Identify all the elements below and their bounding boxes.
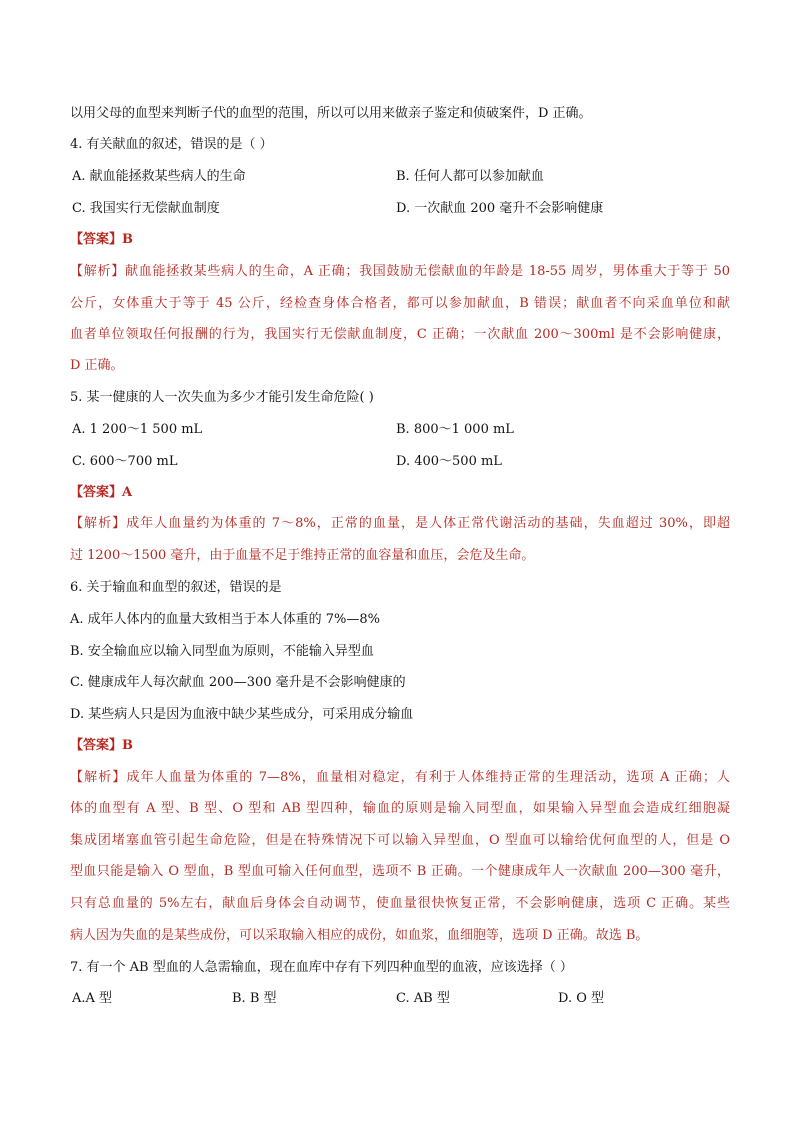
question-7: 7. 有一个 AB 型血的人急需输血，现在血库中存有下列四种血型的血液，应该选择（ ）	[70, 960, 573, 975]
q5-analysis-line: 过 1200～1500 毫升，由于血量不足于维持正常的血容量和血压，会危及生命。	[70, 548, 535, 563]
q5-analysis-line: 【解析】成年人血量约为体重的 7～8%，正常的血量，是人体正常代谢活动的基础，失血超过 30%，即超	[70, 516, 730, 531]
q6-analysis-line: 体的血型有 A 型、B 型、O 型和 AB 型四种，输血的原则是输入同型血，如果输入异型血会造成红细胞凝	[70, 801, 730, 816]
q6-analysis-line: 病人因为失血的是某些成份，可以采取输入相应的成份，如血浆，血细胞等，选项 D 正确。故选 B。	[70, 928, 649, 943]
q4-option-a: A. 献血能拯救某些病人的生命	[72, 169, 246, 184]
q5-option-c: C. 600～700 mL	[72, 454, 178, 469]
q6-analysis-line: 集成团堵塞血管引起生命危险，但是在特殊情况下可以输入异型血，O 型血可以输给优何血型的人，但是 O	[70, 833, 730, 848]
q6-analysis-line: 【解析】成年人血量为体重的 7—8%，血量相对稳定，有利于人体维持正常的生理活动，选项 A 正确；人	[70, 770, 730, 785]
q6-analysis-line: 型血只能是输入 O 型血，B 型血可输入任何血型，选项不 B 正确。一个健康成年人一次献血 200—300 毫升，	[70, 864, 730, 879]
question-5: 5. 某一健康的人一次失血为多少才能引发生命危险( )	[70, 390, 374, 405]
q7-option-c: C. AB 型	[396, 991, 450, 1006]
q5-option-d: D. 400～500 mL	[396, 454, 502, 469]
q7-option-b: B. B 型	[232, 991, 277, 1006]
q4-analysis-line: 公斤，女体重大于等于 45 公斤，经检查身体合格者，都可以参加献血，B 错误；献血者不向采血单位和献	[70, 296, 730, 311]
question-6: 6. 关于输血和血型的叙述，错误的是	[70, 580, 282, 595]
q5-answer: 【答案】A	[70, 485, 133, 500]
q4-analysis-line: 【解析】献血能拯救某些病人的生命，A 正确；我国鼓励无偿献血的年龄是 18-55 周岁，男体重大于等于 50	[70, 264, 730, 279]
q5-option-a: A. 1 200～1 500 mL	[72, 422, 203, 437]
q5-option-b: B. 800～1 000 mL	[396, 422, 514, 437]
q4-analysis-line: 血者单位领取任何报酬的行为，我国实行无偿献血制度，C 正确；一次献血 200～300ml 是不会影响健康，	[70, 327, 730, 342]
q4-option-b: B. 任何人都可以参加献血	[396, 169, 544, 184]
question-4: 4. 有关献血的叙述，错误的是（ ）	[70, 137, 273, 152]
intro-text: 以用父母的血型来判断子代的血型的范围，所以可以用来做亲子鉴定和侦破案件，D 正确。	[70, 106, 592, 121]
q4-analysis-line: D 正确。	[70, 358, 124, 373]
q4-option-d: D. 一次献血 200 毫升不会影响健康	[396, 201, 604, 216]
q6-option-d: D. 某些病人只是因为血液中缺少某些成分，可采用成分输血	[70, 707, 414, 722]
q7-option-a: A.A 型	[72, 991, 113, 1006]
q4-answer: 【答案】B	[70, 232, 133, 247]
q4-option-c: C. 我国实行无偿献血制度	[72, 201, 220, 216]
q6-analysis-line: 只有总血量的 5%左右，献血后身体会自动调节，使血量很快恢复正常，不会影响健康，选项 C 正确。某些	[70, 896, 730, 911]
q7-option-d: D. O 型	[558, 991, 605, 1006]
q6-option-c: C. 健康成年人每次献血 200—300 毫升是不会影响健康的	[70, 675, 406, 690]
q6-option-b: B. 安全输血应以输入同型血为原则，不能输入异型血	[70, 644, 374, 659]
q6-answer: 【答案】B	[70, 738, 133, 753]
q6-option-a: A. 成年人体内的血量大致相当于本人体重的 7%—8%	[70, 612, 381, 627]
